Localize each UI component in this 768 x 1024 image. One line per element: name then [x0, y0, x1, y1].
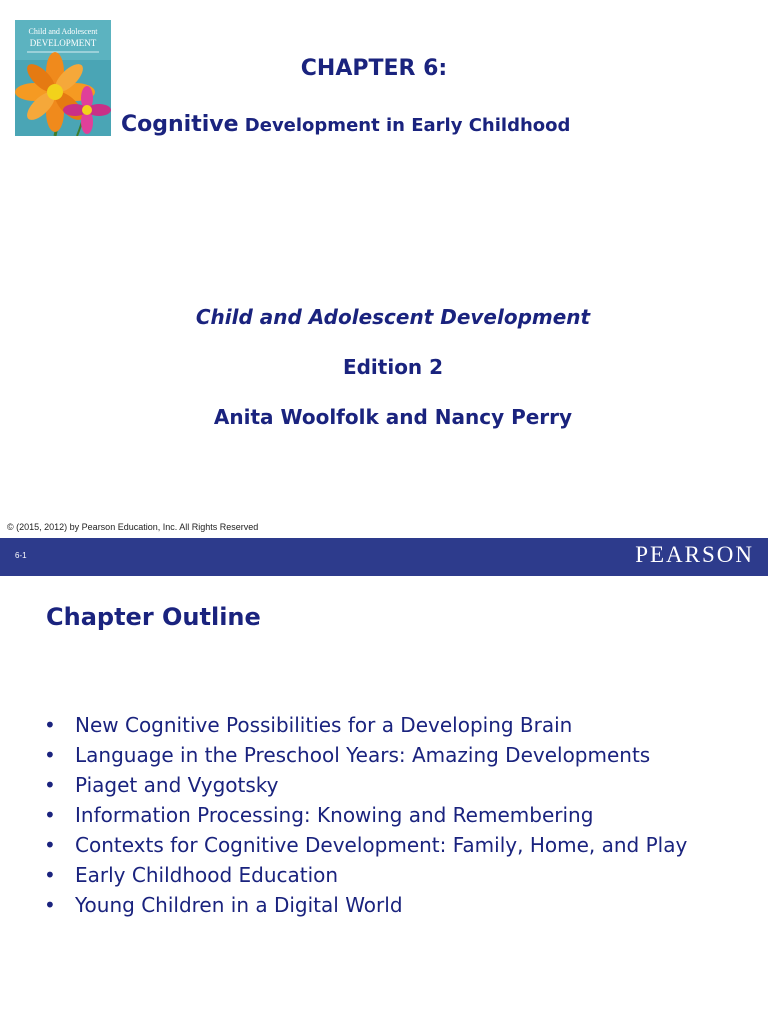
chapter-title-rest: Development in Early Childhood [238, 115, 571, 136]
list-item: • Piaget and Vygotsky [44, 773, 734, 797]
outline-list [44, 713, 734, 923]
list-item: • Information Processing: Knowing and Remembering [44, 803, 734, 827]
outline-slide [0, 576, 768, 1024]
chapter-number: CHAPTER 6: [300, 56, 448, 81]
list-item: • Young Children in a Digital World [44, 893, 734, 917]
publisher-logo: PEARSON [635, 542, 754, 567]
cover-title-line2: DEVELOPMENT [29, 38, 97, 48]
list-item: • Contexts for Cognitive Development: Family, Home, and Play [44, 833, 734, 857]
list-item: • Early Childhood Education [44, 863, 734, 887]
list-item: • New Cognitive Possibilities for a Developing Brain [44, 713, 734, 737]
chapter-title [121, 112, 570, 137]
list-item: • Language in the Preschool Years: Amazing Developments [44, 743, 734, 767]
edition: Edition 2 [342, 355, 444, 379]
copyright-notice: © (2015, 2012) by Pearson Education, Inc. All Rights Reserved [7, 522, 259, 532]
cover-title-line1: Child and Adolescent [28, 27, 98, 36]
authors: Anita Woolfolk and Nancy Perry [213, 405, 573, 429]
slide-number: 6-1 [15, 551, 27, 560]
chapter-title-first-word: Cognitive [121, 112, 239, 137]
book-title: Child and Adolescent Development [195, 305, 591, 329]
outline-title: Chapter Outline [46, 603, 261, 631]
footer-bar [0, 538, 768, 576]
